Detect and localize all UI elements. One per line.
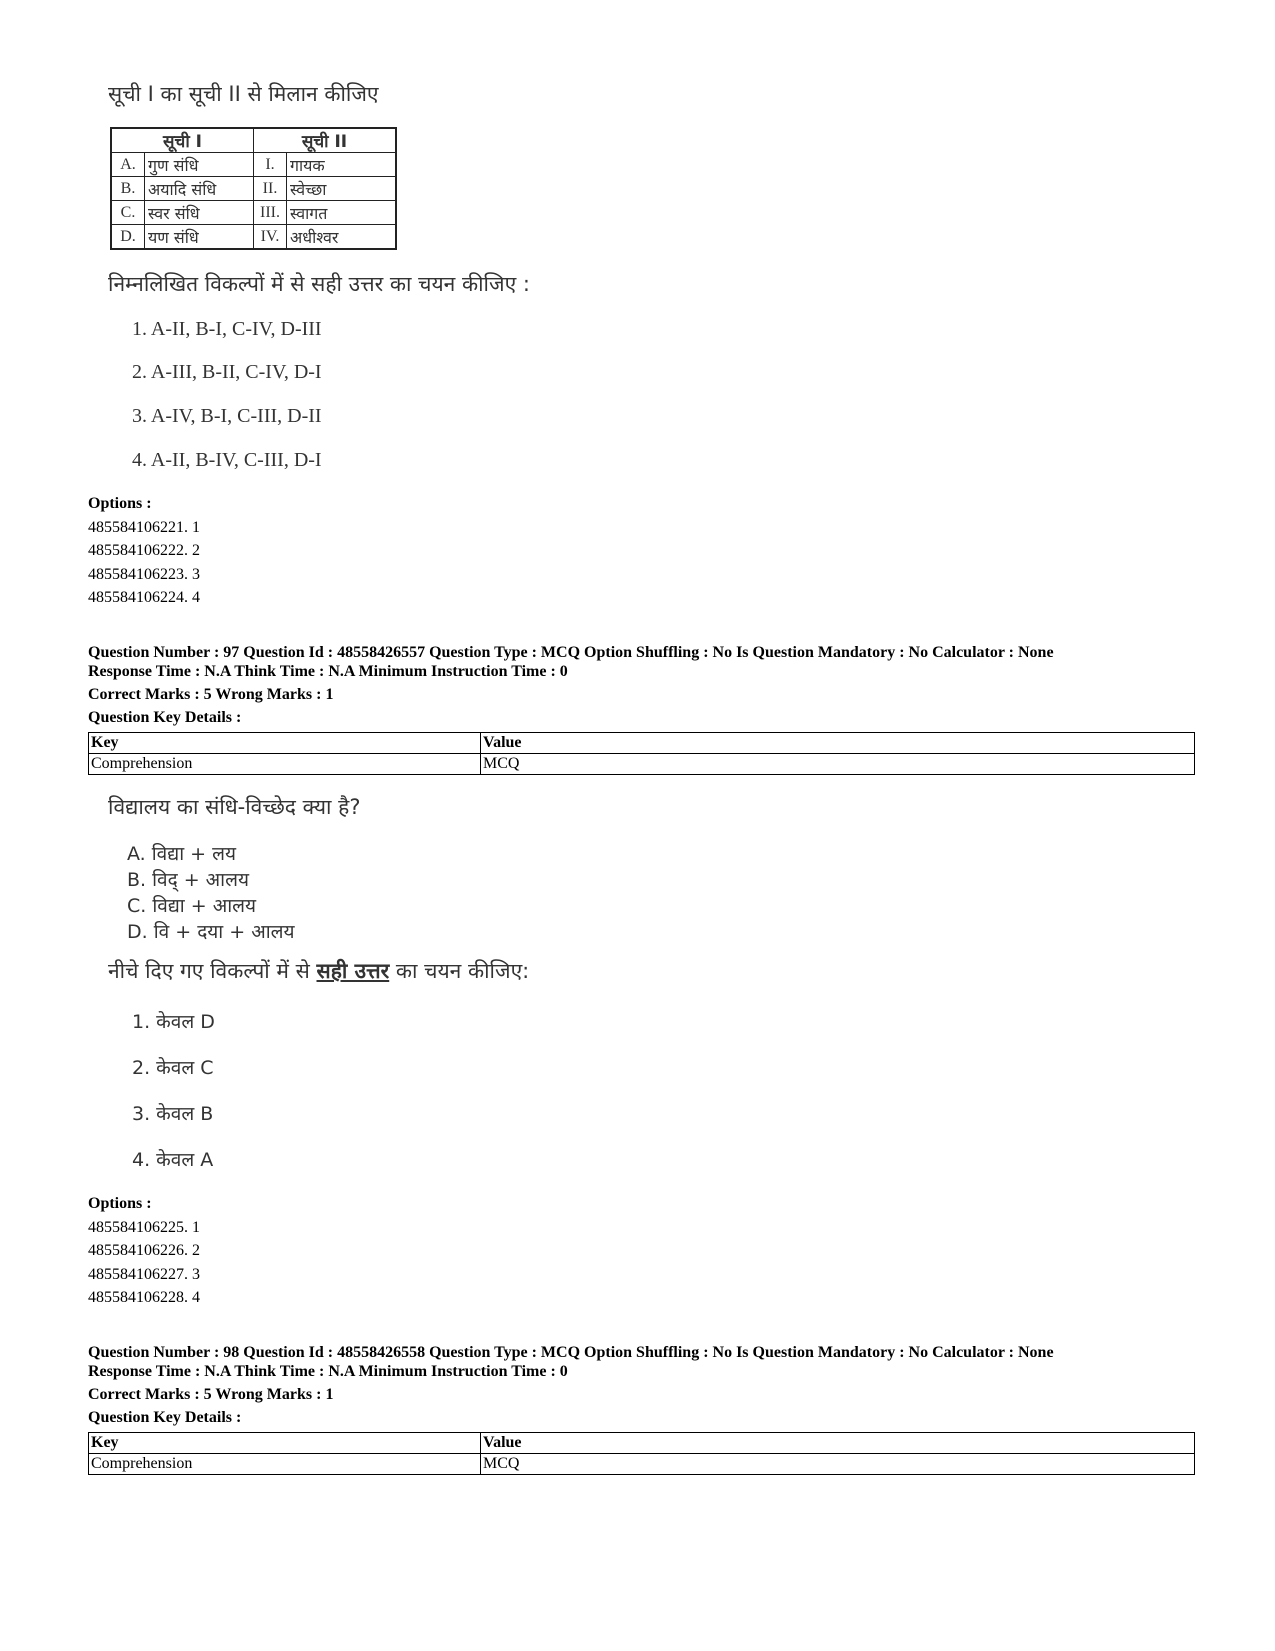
option-id: 485584106226. 2 xyxy=(88,1242,200,1259)
key-cell: Comprehension xyxy=(89,754,481,775)
q98-meta-line2: Response Time : N.A Think Time : N.A Minimum Instruction Time : 0 xyxy=(88,1363,568,1380)
match-right-index: I. xyxy=(254,153,287,177)
match-row xyxy=(111,153,396,177)
key-header: Key xyxy=(89,733,481,754)
match-row xyxy=(111,201,396,225)
match-left-index: A. xyxy=(111,153,145,177)
key-header: Key xyxy=(89,1433,481,1454)
option-id: 485584106221. 1 xyxy=(88,518,200,536)
q97-meta xyxy=(88,643,1198,681)
option-id: 485584106228. 4 xyxy=(88,1289,200,1306)
q96-stem: सूची I का सूची II से मिलान कीजिए xyxy=(108,82,379,106)
options-label: Options : xyxy=(88,495,152,512)
match-left-text: स्वर संधि xyxy=(145,201,254,225)
q97-key-details-label: Question Key Details : xyxy=(88,709,242,726)
instruction-pre: नीचे दिए गए विकल्पों में से xyxy=(108,959,317,983)
match-right-index: IV. xyxy=(254,225,287,250)
match-left-index: B. xyxy=(111,177,145,201)
option-id: 485584106223. 3 xyxy=(88,565,200,583)
option-id: 485584106225. 1 xyxy=(88,1218,200,1236)
match-right-index: II. xyxy=(254,177,287,201)
match-left-text: अयादि संधि xyxy=(145,177,254,201)
q97-choice-4: 4. केवल A xyxy=(132,1149,214,1171)
match-header-list2: सूची II xyxy=(254,128,397,153)
match-right-text: स्वेच्छा xyxy=(287,177,397,201)
match-left-text: गुण संधि xyxy=(145,153,254,177)
match-left-text: यण संधि xyxy=(145,225,254,250)
q97-statement-d: D. वि + दया + आलय xyxy=(127,921,295,943)
option-id: 485584106224. 4 xyxy=(88,589,200,606)
q97-statement-a: A. विद्या + लय xyxy=(127,843,237,865)
q97-choice-1: 1. केवल D xyxy=(132,1011,215,1033)
q97-marks: Correct Marks : 5 Wrong Marks : 1 xyxy=(88,686,334,703)
match-header-list1: सूची I xyxy=(111,128,254,153)
q97-statement-b: B. विद् + आलय xyxy=(127,869,250,891)
options-label: Options : xyxy=(88,1195,152,1212)
key-cell: Comprehension xyxy=(89,1454,481,1475)
q97-meta-line1: Question Number : 97 Question Id : 48558426557 Question Type : MCQ Option Shuffling : No Is Question Mandatory : No Calculator : None xyxy=(88,644,1054,661)
option-id: 485584106222. 2 xyxy=(88,542,200,559)
q97-choice-2: 2. केवल C xyxy=(132,1057,214,1079)
value-header: Value xyxy=(481,733,1195,754)
value-cell: MCQ xyxy=(481,1454,1195,1475)
q98-key-table xyxy=(88,1432,1195,1475)
q97-key-table xyxy=(88,732,1195,775)
q97-instruction xyxy=(108,957,529,985)
option-id: 485584106227. 3 xyxy=(88,1265,200,1283)
q98-meta-line1: Question Number : 98 Question Id : 48558426558 Question Type : MCQ Option Shuffling : No Is Question Mandatory : No Calculator : None xyxy=(88,1344,1054,1361)
instruction-post: का चयन कीजिए: xyxy=(389,959,530,983)
match-right-text: गायक xyxy=(287,153,397,177)
q96-choice-1: 1. A-II, B-I, C-IV, D-III xyxy=(132,318,322,340)
value-cell: MCQ xyxy=(481,754,1195,775)
q96-choice-3: 3. A-IV, B-I, C-III, D-II xyxy=(132,405,322,427)
q96-instruction: निम्नलिखित विकल्पों में से सही उत्तर का चयन कीजिए : xyxy=(108,272,530,296)
match-table xyxy=(110,127,397,250)
q97-meta-line2: Response Time : N.A Think Time : N.A Minimum Instruction Time : 0 xyxy=(88,663,568,680)
q98-marks: Correct Marks : 5 Wrong Marks : 1 xyxy=(88,1386,334,1403)
instruction-emphasis: सही उत्तर xyxy=(316,959,390,983)
q97-statement-c: C. विद्या + आलय xyxy=(127,895,257,917)
q98-meta xyxy=(88,1343,1198,1381)
value-header: Value xyxy=(481,1433,1195,1454)
match-right-text: स्वागत xyxy=(287,201,397,225)
match-right-text: अधीश्वर xyxy=(287,225,397,250)
match-right-index: III. xyxy=(254,201,287,225)
q96-choice-4: 4. A-II, B-IV, C-III, D-I xyxy=(132,449,322,471)
q97-options xyxy=(88,1192,200,1310)
match-row xyxy=(111,225,396,250)
q98-key-details-label: Question Key Details : xyxy=(88,1409,242,1426)
q97-choice-3: 3. केवल B xyxy=(132,1103,214,1125)
match-row xyxy=(111,177,396,201)
match-left-index: D. xyxy=(111,225,145,250)
match-left-index: C. xyxy=(111,201,145,225)
q96-options xyxy=(88,492,200,610)
q97-stem: विद्यालय का संधि-विच्छेद क्या है? xyxy=(108,795,361,819)
q96-choice-2: 2. A-III, B-II, C-IV, D-I xyxy=(132,361,322,383)
